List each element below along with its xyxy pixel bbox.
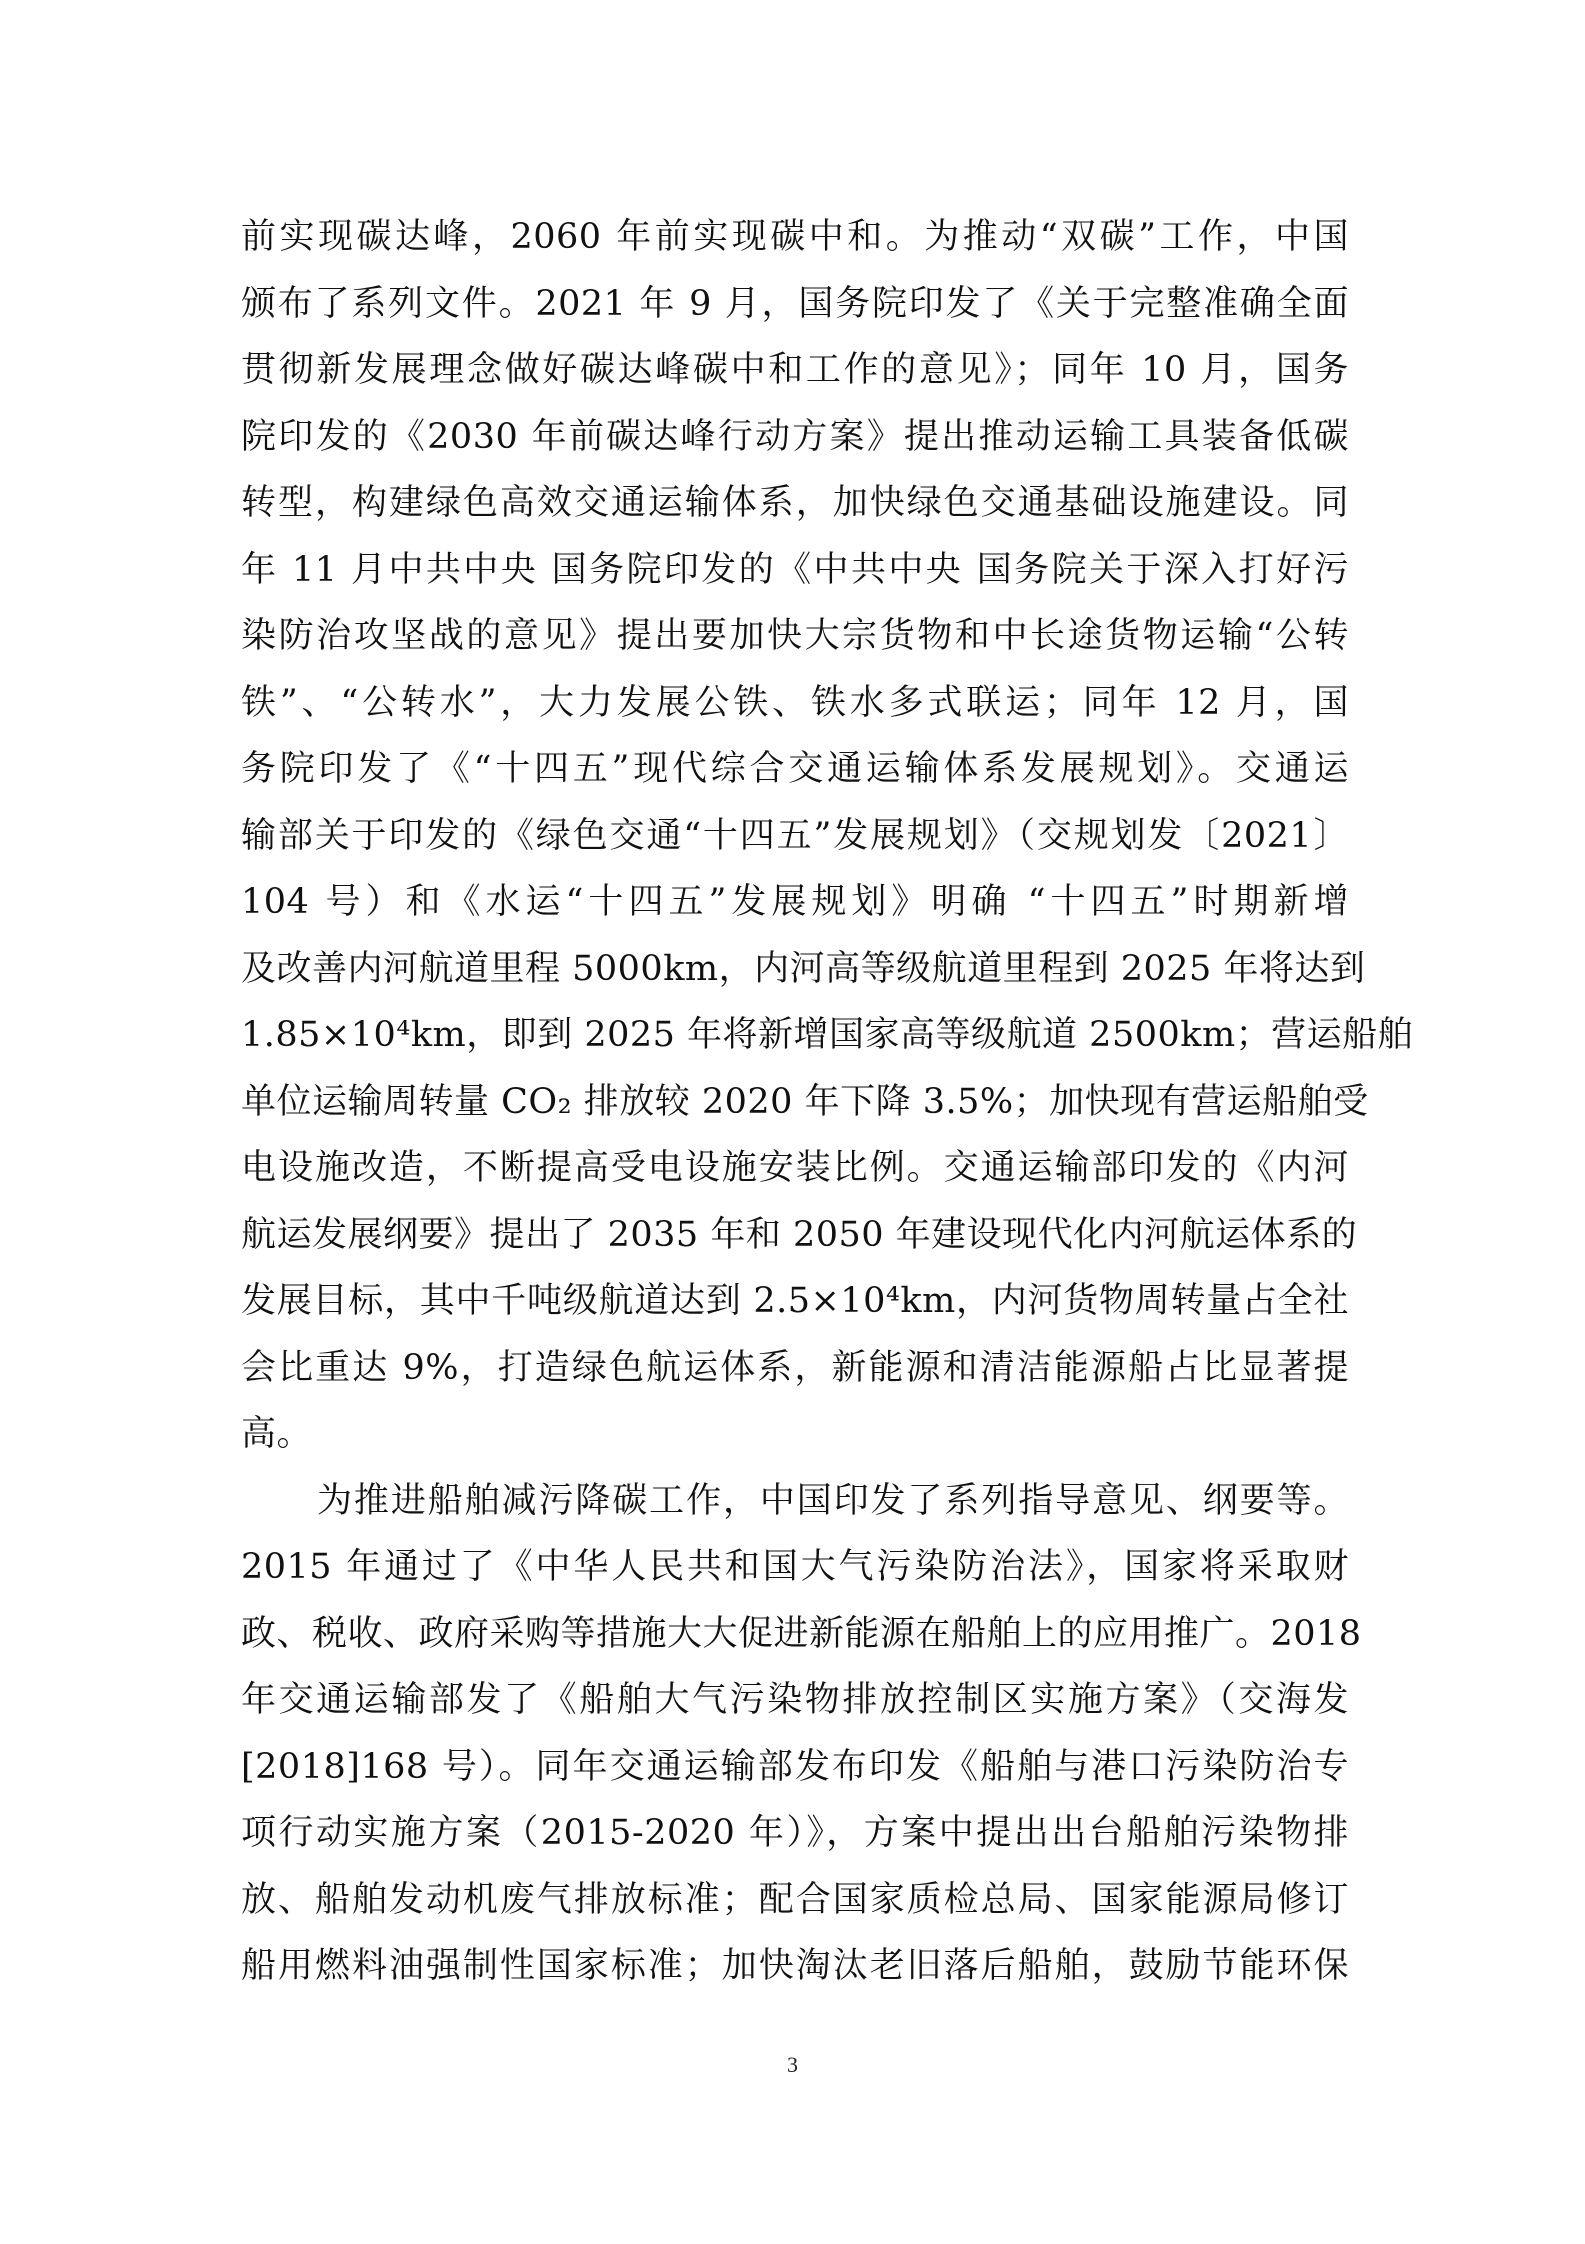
text-line: 前实现碳达峰，2060 年前实现碳中和。为推动“双碳”工作，中国	[241, 217, 1349, 257]
text-line: 项行动实施方案（2015-2020 年）》，方案中提出出台船舶污染物排	[241, 1813, 1349, 1853]
text-line: 104 号）和《水运“十四五”发展规划》明确 “十四五”时期新增	[241, 882, 1349, 922]
text-line: 放、船舶发动机废气排放标准；配合国家质检总局、国家能源局修订	[241, 1879, 1349, 1920]
text-line: 年交通运输部发了《船舶大气污染物排放控制区实施方案》（交海发	[241, 1680, 1349, 1720]
text-line: 贯彻新发展理念做好碳达峰碳中和工作的意见》；同年 10 月，国务	[241, 350, 1349, 390]
paragraph-end-line: 高。	[241, 1414, 313, 1454]
text-line: 单位运输周转量 CO₂ 排放较 2020 年下降 3.5%；加快现有营运船舶受	[241, 1081, 1369, 1122]
text-line: 及改善内河航道里程 5000km，内河高等级航道里程到 2025 年将达到	[241, 948, 1366, 989]
text-line: 院印发的《2030 年前碳达峰行动方案》提出推动运输工具装备低碳	[241, 416, 1349, 457]
text-line: 1.85×10⁴km，即到 2025 年将新增国家高等级航道 2500km；营运船舶	[241, 1015, 1414, 1055]
text-line: 年 11 月中共中央 国务院印发的《中共中央 国务院关于深入打好污	[241, 549, 1349, 590]
text-line: 颁布了系列文件。2021 年 9 月，国务院印发了《关于完整准确全面	[241, 283, 1349, 324]
text-line: [2018]168 号）。同年交通运输部发布印发《船舶与港口污染防治专	[241, 1746, 1349, 1787]
text-line: 政、税收、政府采购等措施大大促进新能源在船舶上的应用推广。2018	[241, 1613, 1362, 1654]
text-line: 电设施改造，不断提高受电设施安装比例。交通运输部印发的《内河	[241, 1148, 1349, 1188]
text-line: 2015 年通过了《中华人民共和国大气污染防治法》，国家将采取财	[241, 1547, 1349, 1587]
text-line: 船用燃料油强制性国家标准；加快淘汰老旧落后船舶，鼓励节能环保	[241, 1946, 1349, 1986]
page-number: 3	[787, 2052, 798, 2077]
text-line: 会比重达 9%，打造绿色航运体系，新能源和清洁能源船占比显著提	[241, 1347, 1349, 1388]
text-line: 转型，构建绿色高效交通运输体系，加快绿色交通基础设施建设。同	[241, 483, 1349, 523]
text-line: 务院印发了《“十四五”现代综合交通运输体系发展规划》。交通运	[241, 749, 1349, 789]
body-text	[241, 204, 1414, 2000]
text-line: 航运发展纲要》提出了 2035 年和 2050 年建设现代化内河航运体系的	[241, 1214, 1358, 1255]
text-line: 发展目标，其中千吨级航道达到 2.5×10⁴km，内河货物周转量占全社	[241, 1281, 1349, 1321]
text-line: 铁”、“公转水”，大力发展公铁、铁水多式联运；同年 12 月，国	[241, 682, 1349, 723]
paragraph-first-line: 为推进船舶减污降碳工作，中国印发了系列指导意见、纲要等。	[317, 1480, 1349, 1521]
text-line: 输部关于印发的《绿色交通“十四五”发展规划》（交规划发〔2021〕	[241, 815, 1349, 856]
text-line: 染防治攻坚战的意见》提出要加快大宗货物和中长途货物运输“公转	[241, 616, 1349, 656]
